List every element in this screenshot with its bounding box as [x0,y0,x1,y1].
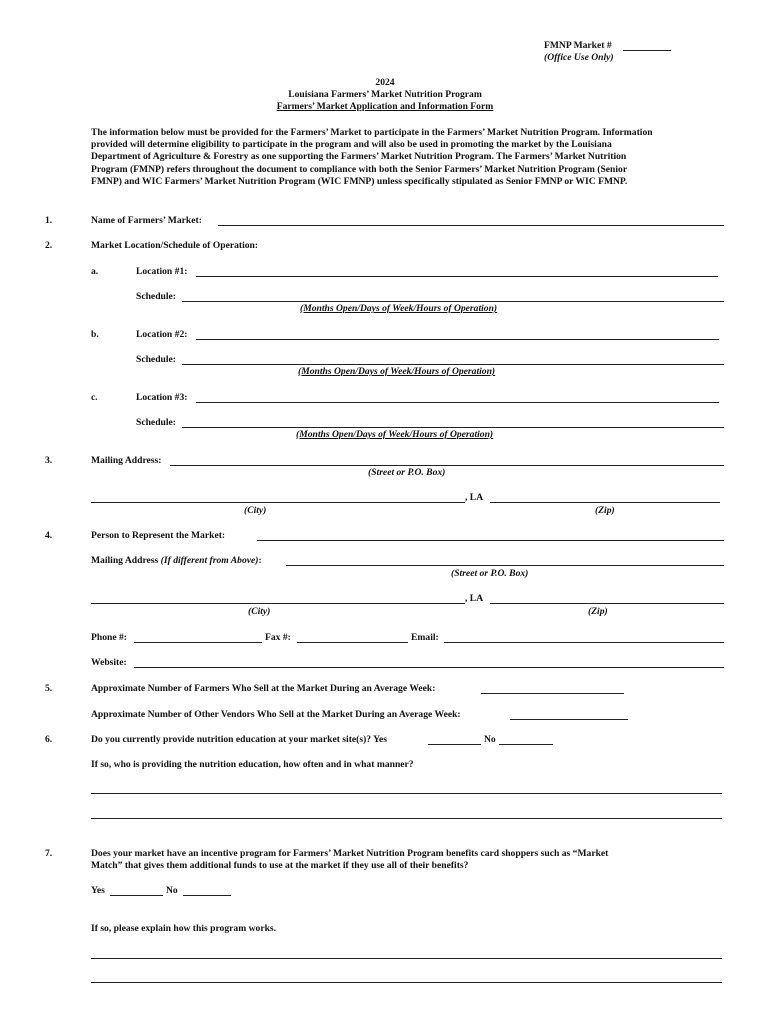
zip-input[interactable] [490,490,720,502]
office-market-line[interactable] [623,50,671,51]
representative-line [257,540,724,541]
city-input[interactable] [91,490,465,502]
fax-input[interactable] [297,630,408,642]
zip-hint: (Zip) [588,606,608,617]
fax-label: Fax #: [265,632,291,643]
city-line [91,603,465,604]
intro-line: Department of Agriculture & Forestry as one supporting the Farmers’ Market Nutrition Program. The Farmers’ Market Nutrition [91,151,627,162]
phone-label: Phone #: [91,632,127,643]
schedule-hint: (Months Open/Days of Week/Hours of Operation) [296,429,494,440]
representative-input[interactable] [257,528,724,540]
yes-line [428,744,481,745]
location-2-input[interactable] [196,327,719,339]
farmers-count-input[interactable] [481,681,624,693]
schedule-line [182,427,724,428]
market-name-input[interactable] [218,213,724,225]
incentive-answer-input-1[interactable] [91,946,722,958]
schedule-line [182,301,724,302]
market-name-label: Name of Farmers’ Market: [91,215,202,226]
mailing-address-line [170,465,724,466]
location-schedule-label: Market Location/Schedule of Operation: [91,240,259,251]
location-line [196,276,718,277]
question-number: 6. [45,734,53,745]
answer-line [91,793,722,794]
intro-line: Program (FMNP) refers throughout the document to compliance with both the Senior Farmers’ Market Nutrition Program (Senior [91,164,628,175]
farmers-count-line [481,693,624,694]
website-label: Website: [91,657,127,668]
incentive-yes-input[interactable] [110,883,163,895]
farmers-count-label: Approximate Number of Farmers Who Sell at the Market During an Average Week: [91,683,436,694]
answer-line [91,958,722,959]
representative-label: Person to Represent the Market: [91,530,226,541]
zip-line [490,603,724,604]
location-letter: b. [91,329,99,340]
form-title: Farmers’ Market Application and Information Form [276,101,494,112]
question-number: 4. [45,530,53,541]
no-line [499,744,553,745]
rep-mailing-input[interactable] [286,553,724,565]
schedule-label: Schedule: [136,354,176,365]
website-input[interactable] [134,655,724,667]
intro-line: FMNP) and WIC Farmers’ Market Nutrition Program (WIC FMNP) unless specifically stipulated as Senior FMNP or WIC FMNP. [91,176,628,187]
city-line [91,502,465,503]
vendors-count-label: Approximate Number of Other Vendors Who Sell at the Market During an Average Week: [91,709,461,720]
schedule-hint: (Months Open/Days of Week/Hours of Operation) [300,303,498,314]
question-number: 3. [45,455,53,466]
answer-line [91,982,722,983]
yes-label: Yes [91,885,105,896]
zip-hint: (Zip) [595,505,615,516]
incentive-no-input[interactable] [183,883,231,895]
answer-line [91,818,722,819]
location-line [196,339,719,340]
street-hint: (Street or P.O. Box) [451,568,529,579]
location-3-input[interactable] [196,390,719,402]
phone-line [134,642,262,643]
location-1-input[interactable] [196,264,718,276]
email-line [444,642,724,643]
email-input[interactable] [444,630,724,642]
nutrition-yes-input[interactable] [428,732,481,744]
office-use-note: (Office Use Only) [544,52,614,63]
no-line [183,895,231,896]
schedule-3-input[interactable] [182,415,724,427]
program-name: Louisiana Farmers’ Market Nutrition Program [288,89,482,100]
schedule-2-input[interactable] [182,352,724,364]
location-letter: a. [91,266,99,277]
state-label: , LA [465,492,484,503]
nutrition-no-input[interactable] [499,732,553,744]
incentive-question-line: Match” that gives them additional funds to use at the market if they use all of their benefits? [91,860,469,871]
no-label: No [166,885,178,896]
incentive-question-line: Does your market have an incentive program for Farmers’ Market Nutrition Program benefits card shoppers such as “Market [91,848,609,859]
question-number: 2. [45,240,53,251]
intro-line: The information below must be provided for the Farmers’ Market to participate in the Farmers’ Market Nutrition Program. Information [91,127,653,138]
email-label: Email: [411,632,439,643]
nutrition-answer-input-2[interactable] [91,806,722,818]
schedule-label: Schedule: [136,417,176,428]
schedule-label: Schedule: [136,291,176,302]
city-hint: (City) [248,606,271,617]
phone-input[interactable] [134,630,262,642]
city-hint: (City) [244,505,267,516]
intro-line: provided will determine eligibility to participate in the program and will also be used in promoting the market by the Louisiana [91,139,612,150]
yes-line [110,895,163,896]
rep-mailing-label: Mailing Address (If different from Above): [91,555,262,566]
schedule-hint: (Months Open/Days of Week/Hours of Operation) [298,366,496,377]
website-line [134,667,724,668]
incentive-answer-input-2[interactable] [91,970,722,982]
nutrition-answer-input-1[interactable] [91,781,722,793]
rep-mailing-line [286,565,724,566]
market-name-line [218,225,724,226]
question-number: 5. [45,683,53,694]
vendors-count-input[interactable] [510,707,628,719]
form-year: 2024 [375,77,395,88]
zip-line [490,502,720,503]
fax-line [297,642,408,643]
location-label: Location #2: [136,329,188,340]
incentive-explain-label: If so, please explain how this program works. [91,923,277,934]
schedule-1-input[interactable] [182,289,724,301]
mailing-address-label: Mailing Address: [91,455,162,466]
nutrition-education-question: Do you currently provide nutrition education at your market site(s)? Yes [91,734,387,745]
rep-city-input[interactable] [91,591,465,603]
nutrition-followup-label: If so, who is providing the nutrition education, how often and in what manner? [91,759,414,770]
location-letter: c. [91,392,98,403]
location-label: Location #3: [136,392,188,403]
location-label: Location #1: [136,266,188,277]
question-number: 1. [45,215,53,226]
no-label: No [484,734,496,745]
vendors-count-line [510,719,628,720]
street-hint: (Street or P.O. Box) [368,467,446,478]
schedule-line [182,364,724,365]
location-line [196,402,719,403]
state-label: , LA [465,593,484,604]
question-number: 7. [45,848,53,859]
mailing-address-input[interactable] [170,453,724,465]
rep-zip-input[interactable] [490,591,724,603]
office-market-label: FMNP Market # [544,40,612,51]
